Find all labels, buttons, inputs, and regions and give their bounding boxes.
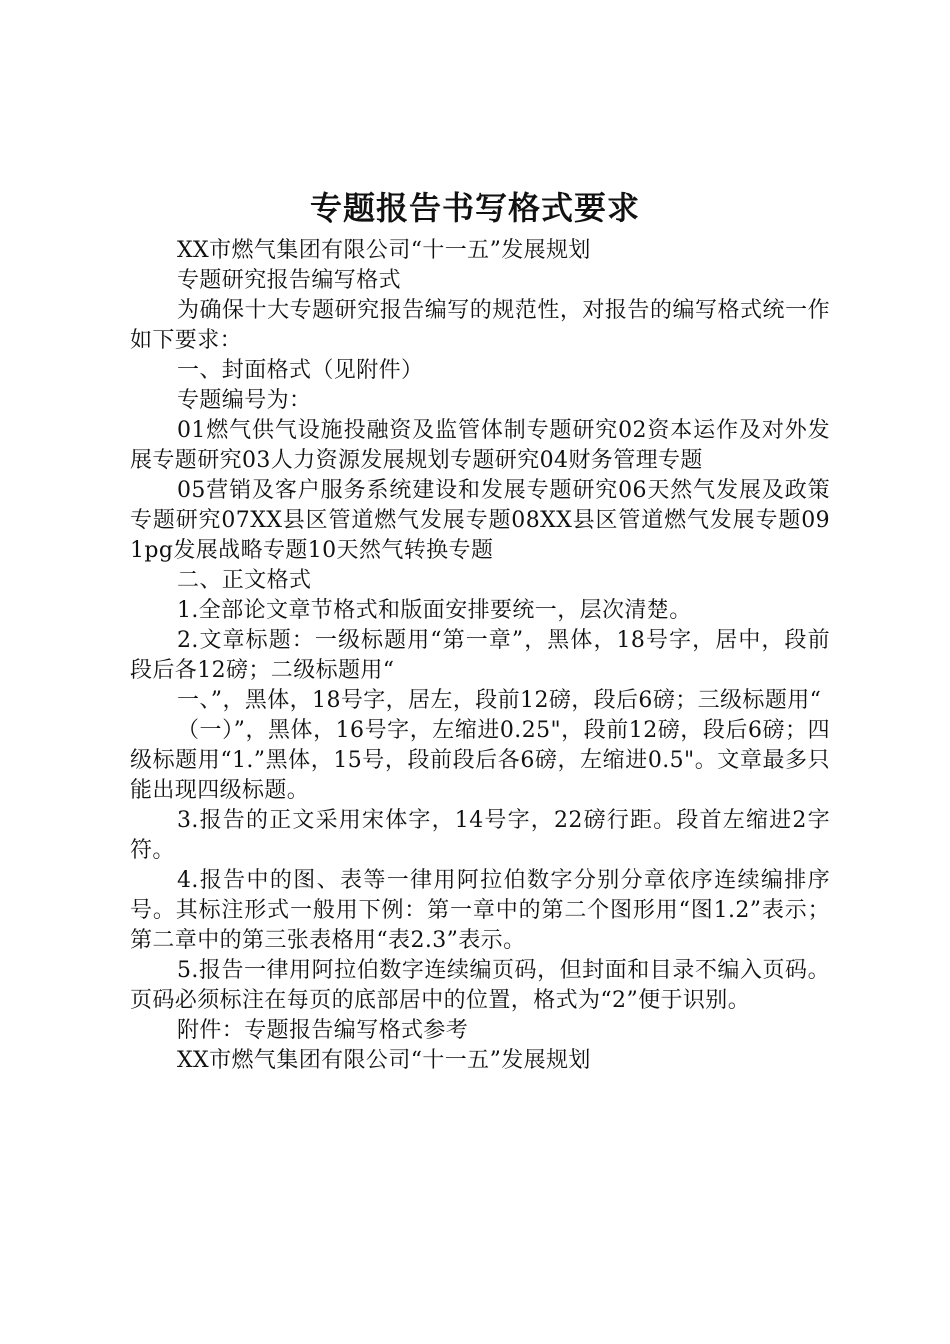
document-title: 专题报告书写格式要求 — [309, 189, 640, 227]
paragraph-attachment: 附件：专题报告编写格式参考 — [177, 1018, 469, 1043]
paragraph-intro: 为确保十大专题研究报告编写的规范性，对报告的编写格式统一作如下要求： — [130, 298, 830, 353]
paragraph-rule-3: 3.报告的正文采用宋体字，14号字，22磅行距。段首左缩进2字符。 — [130, 808, 830, 863]
paragraph-rule-2: 2.文章标题：一级标题用“第一章”，黑体，18号字，居中，段前段后各12磅；二级标题用“ — [130, 628, 830, 683]
paragraph-rule-2-continued: 一、”，黑体，18号字，居左，段前12磅，段后6磅；三级标题用“ — [177, 688, 822, 713]
document-body — [130, 236, 830, 1076]
paragraph-rule-4: 4.报告中的图、表等一律用阿拉伯数字分别分章依序连续编排序号。其标注形式一般用下例：第一章中的第二个图形用“图1.2”表示；第二章中的第三张表格用“表2.3”表示。 — [130, 868, 830, 953]
paragraph-rule-5: 5.报告一律用阿拉伯数字连续编页码，但封面和目录不编入页码。页码必须标注在每页的底部居中的位置，格式为“2”便于识别。 — [130, 958, 830, 1013]
paragraph-rule-2-levels: （一）”，黑体，16号字，左缩进0.25"，段前12磅，段后6磅；四级标题用“1.”黑体，15号，段前段后各6磅，左缩进0.5"。文章最多只能出现四级标题。 — [130, 718, 830, 803]
paragraph-topic-list-1: 01燃气供气设施投融资及监管体制专题研究02资本运作及对外发展专题研究03人力资源发展规划专题研究04财务管理专题 — [130, 418, 830, 473]
paragraph-format-subtitle: 专题研究报告编写格式 — [177, 268, 402, 293]
paragraph-company-plan-repeat: XX市燃气集团有限公司“十一五”发展规划 — [177, 1048, 591, 1073]
section-heading-cover: 一、封面格式（见附件） — [177, 358, 424, 383]
paragraph-topic-list-2: 05营销及客户服务系统建设和发展专题研究06天然气发展及政策专题研究07XX县区管道燃气发展专题08XX县区管道燃气发展专题091pg发展战略专题10天然气转换专题 — [130, 478, 830, 563]
paragraph-topic-numbers-label: 专题编号为： — [177, 388, 312, 413]
paragraph-rule-1: 1.全部论文章节格式和版面安排要统一，层次清楚。 — [177, 598, 692, 623]
section-heading-body-format: 二、正文格式 — [177, 568, 312, 593]
paragraph-company-plan: XX市燃气集团有限公司“十一五”发展规划 — [177, 238, 591, 263]
